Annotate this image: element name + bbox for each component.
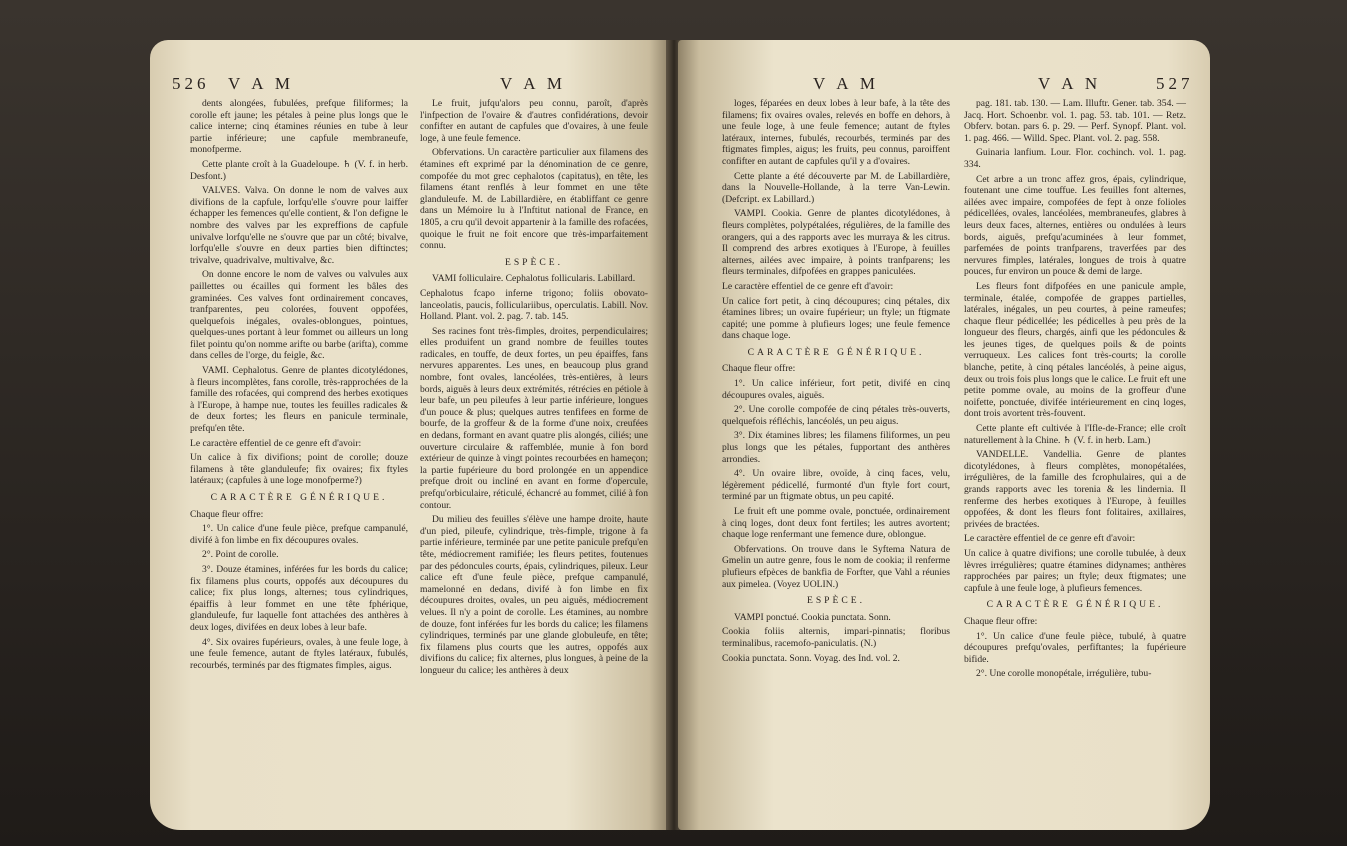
left-header-col1: V A M [228,74,294,93]
paragraph: VALVES. Valva. On donne le nom de valves aux divifions de la capfule, lorfqu'elle s'ouvre pour laiffer échapper les femences qu'elle contient, & l'on defigne le nombre des valves par les expreffions de capfule univalve lorfqu'elle ne s'ouvre que par un côté; bivalve, lorfqu'elle s'ouvre en deux parties bien diftinctes; trivalve, quadrivalve, multivalve, &c. [190,185,408,266]
left-column-2 [420,98,648,680]
paragraph: 3°. Dix étamines libres; les filamens filiformes, un peu plus longs que les pétales, fupportant des anthères arrondies. [722,430,950,465]
paragraph: 2°. Une corolle monopétale, irrégulière, tubu- [976,668,1152,680]
paragraph: VAMI folliculaire. Cephalotus follicularis. Labillard. [432,273,636,285]
paragraph: Chaque fleur offre: [722,363,796,375]
paragraph: Cette plante a été découverte par M. de Labillardière, dans la Nouvelle-Hollande, à la terre Van-Lewin. (Defcript. ex Labillard.) [722,170,950,205]
paragraph: Le caractère effentiel de ce genre eft d'avoir: [964,533,1136,545]
paragraph: Le caractère effentiel de ce genre eft d'avoir: [722,280,894,292]
paragraph: Le caractère effentiel de ce genre eft d'avoir: [190,437,362,449]
paragraph: CARACTÈRE GÉNÉRIQUE. [210,492,388,503]
paragraph: pag. 181. tab. 130. — Lam. Illuftr. Gener. tab. 354. — Jacq. Hort. Schoenbr. vol. 1. pag. 53. tab. 101. — Retz. Obferv. botan. pars 6. p. 29. — Perf. Synopf. Plant. vol. 1. pag. 466. — Willd. Spec. Plant. vol. 2. pag. 558. [964,98,1186,144]
paragraph: 3°. Douze étamines, inférées fur les bords du calice; fix filamens plus courts, oppofés aux découpures du calice; fix plus longs, alternes; tous cylindriques, épaiffis à leur fommet en une tête fphérique, glanduleufe, fur laquelle font attachées des anthères à deux loges, divifées en deux lobes à leur bafe. [190,563,408,633]
right-page-number: 527 [1156,74,1194,93]
paragraph: Un calice fort petit, à cinq découpures; cinq pétales, dix étamines libres; un ovaire fupérieur; un ftyle; un ftigmate capité; une pomme à plufieurs loges; une feule femence dans chaque loge. [722,295,950,342]
paragraph: Le fruit eft une pomme ovale, ponctuée, ordinairement à cinq loges, dont deux font fertiles; les autres avortent; chaque loge renfermant une femence dure, oblongue. [722,506,950,541]
paragraph: 1°. Un calice d'une feule pièce, tubulé, à quatre découpures prefqu'ovales, perfiftantes; la fupérieure bifide. [964,630,1186,665]
paragraph: Cet arbre a un tronc affez gros, épais, cylindrique, foutenant une cime touffue. Les feuilles font alternes, ailées avec impaire, compofées de fept à onze folioles pédicellées, ovales, lancéolées, membraneufes, glabres à leurs deux faces, alternes, entières ou ondulées à leurs bords, aiguës, prefqu'acuminées à leur fommet, parfemées de points tranfparens, traverfées par des nervures fimples, latérales, longues de trois à quatre pouces, fur environ un pouce & demi de large. [964,173,1186,278]
paragraph: ESPÈCE. [504,256,564,268]
paragraph: Du milieu des feuilles s'élève une hampe droite, haute d'un pied, pileufe, cylindrique, très-fimple, trigone à fa partie inférieure, terminée par une petite panicule prefqu'en tête, médiocrement ramifiée; les fleurs petites, foutenues par des pédoncules courts, épais, cylindriques, pileux. Leur calice eft d'une feule pièce, prefque campanulé, mamelonné en dedans, divifé à fon limbe en fix découpures droites, ovales, un peu aiguës, médiocrement velues. Il n'y a point de corolle. Les étamines, au nombre de douze, font inférées fur les bords du calice; les filamens cylindriques, terminés par une glande globuleufe, en tête; fix filamens plus courts que les autres, oppofés aux divifions du calice; fix alternes, plus longues, à peine de la longueur du calice; les anthères à deux [420,514,648,676]
paragraph: Cephalotus fcapo inferne trigono; foliis obovato-lanceolatis, paucis, folliculariibus, operculatis. Labill. Nov. Holland. Plant. vol. 2. pag. 7. tab. 145. [420,287,648,323]
right-column-1 [722,98,950,667]
right-page [678,40,1210,830]
paragraph: 1°. Un calice d'une feule pièce, prefque campanulé, divifé à fon limbe en fix découpures ovales. [190,523,408,546]
paragraph: Cookia punctata. Sonn. Voyag. des Ind. vol. 2. [722,652,900,664]
left-header-col2: V A M [500,74,566,93]
left-page-number: 526 [172,74,210,93]
paragraph: 1°. Un calice inférieur, fort petit, divifé en cinq découpures ovales, aiguës. [722,378,950,401]
paragraph: CARACTÈRE GÉNÉRIQUE. [986,599,1164,611]
paragraph: Chaque fleur offre: [190,508,264,520]
paragraph: Obfervations. On trouve dans le Syftema Natura de Gmelin un autre genre, fous le nom de cookia; il renferme plufieurs efpèces de bankfia de Forfter, que Vahl a réunies aux pimelea. (Voyez UOLIN.) [722,543,950,590]
paragraph: VAMI. Cephalotus. Genre de plantes dicotylédones, à fleurs incomplètes, fans corolle, très-rapprochées de la famille des rofacées, qui comprend des herbes exotiques à l'Europe, à hampe nue, toutes les feuilles radicales & de deux fortes; les fleurs en panicule terminale, prefqu'en tête. [190,365,408,435]
paragraph: Cookia foliis alternis, impari-pinnatis; floribus terminalibus, racemofo-paniculatis. (N.) [722,626,950,649]
paragraph: Chaque fleur offre: [964,615,1038,627]
paragraph: VANDELLE. Vandellia. Genre de plantes dicotylédones, à fleurs complètes, monopétalées, irrégulières, de la famille des fcrophulaires, qui a de grands rapports avec les torenia & les lindernia. Il renferme des herbes exotiques à l'Europe, à feuilles oppofées, & dont les fleurs font folitaires, axillaires, privées de bractées. [964,449,1186,530]
paragraph: CARACTÈRE GÉNÉRIQUE. [747,346,925,358]
paragraph: 4°. Six ovaires fupérieurs, ovales, à une feule loge, à une feule femence, autant de ftyles latéraux, fubulés, recourbés, terminés par des ftigmates fimples, aigus. [190,636,408,671]
paragraph: Un calice à quatre divifions; une corolle tubulée, à deux lèvres irrégulières; quatre étamines didynames; anthères rapprochées par paires; un ftyle; deux ftigmates; une capfule à une feule loge, à plufieurs femences. [964,547,1186,594]
paragraph: 4°. Un ovaire libre, ovoïde, à cinq faces, velu, légèrement pédicellé, furmonté d'un ftyle fort court, terminé par un ftigmate obtus, un peu capité. [722,468,950,503]
paragraph: Un calice à fix divifions; point de corolle; douze filamens à tête glanduleufe; fix ovaires; fix ftyles latéraux; (capfules à une loge monofperme?) [190,452,408,487]
paragraph: 2°. Une corolle compofée de cinq pétales très-ouverts, quelquefois réfléchis, lancéolés, un peu aigus. [722,404,950,427]
paragraph: dents alongées, fubulées, prefque filiformes; la corolle eft jaune; les pétales à peine plus longs que le calice interne; cinq étamines réunies en tube à leur partie inférieure; une capfule membraneufe, monofperme. [190,98,408,156]
paragraph: VAMPI. Cookia. Genre de plantes dicotylédones, à fleurs complètes, polypétalées, régulières, de la famille des orangers, qui a des rapports avec les murraya & les citrus. Il comprend des arbres exotiques à l'Europe, à feuilles alternes, ailées avec impaire, à points tranfparens; les fleurs terminales, difpofées en grappes paniculées. [722,208,950,278]
paragraph: Cette plante eft cultivée à l'Ifle-de-France; elle croît naturellement à la Chine. ♄ (V. f. in herb. Lam.) [964,423,1186,446]
paragraph: Obfervations. Un caractère particulier aux filamens des étamines eft exprimé par la dénomination de ce genre, compofée du mot grec cephalotos (capitatus), en tête, les filamens étant renflés à leur fommet en une tête glanduleufe. M. de Labillardière, en établiffant ce genre dans un Mémoire lu à l'Inftitut national de France, en 1805, a cru qu'il devoit appartenir à la famille des rofacées, quoique le fruit ne foit encore que très-imparfaitement connu. [420,147,648,252]
paragraph: Cette plante croît à la Guadeloupe. ♄ (V. f. in herb. Desfont.) [190,158,408,182]
paragraph: 2°. Point de corolle. [202,549,279,561]
right-header-col2: V A N [1038,74,1102,93]
right-column-2 [964,98,1186,683]
right-header-col1: V A M [813,74,879,93]
paragraph: On donne encore le nom de valves ou valvules aux paillettes ou écailles qui forment les bâles des graminées. Ces valves font ordinairement concaves, tranfparentes, peu colorées, fouvent oppofées, quelquefois inégales, ovales-oblongues, pointues, quelques-unes portant à leur fommet ou ailleurs un long filet pointu qu'on nomme arifte ou barbe (arifta), comme dans celles de l'orge, du feigle, &c. [190,269,408,362]
paragraph: VAMPI ponctué. Cookia punctata. Sonn. [734,611,891,623]
paragraph: Guinaria lanfium. Lour. Flor. cochinch. vol. 1. pag. 334. [964,147,1186,170]
open-book [150,40,1210,840]
paragraph: Ses racines font très-fimples, droites, perpendiculaires; elles produifent un grand nombre de feuilles toutes radicales, en touffe, de deux fortes, un peu épaiffes, fans nervures apparentes. Les unes, en beaucoup plus grand nombre, font ovales, lancéolées, très-entières, à leurs bords, aiguës à leurs deux extrémités, rétrécies en pétiole à leur bafe, un peu pileufes à leur partie inférieure, longues d'un pouce & plus; quelques autres tenfifees en forme de bourfe, de la groffeur & de la forme d'une noix, creufées en dedans, formant en avant quatre plis alongés, ciliés; une ouverture circulaire & raffemblée, munie à fon bord extérieur de quinze à vingt pointes recourbées en hameçon; la partie fupérieure du bord prolongée en un appendice prefque droit ou incliné en avant en forme d'opercule, prefqu'orbiculaire, réticulé, échancré au fommet, cilié à fon contour. [420,325,648,511]
left-page [150,40,670,830]
paragraph: Les fleurs font difpofées en une panicule ample, terminale, étalée, compofée de grappes partielles, latérales, inégales, un peu courtes, à peine rameufes; chaque fleur pédicellée; les pédicelles à peu près de la longueur des fleurs, chargés, ainfi que les pédoncules & les jeunes tiges, de quelques poils & de points verruqueux. Les calices font très-courts; la corolle blanche, petite, à cinq pétales lancéolés, à peine aigus, deux ou trois fois plus longs que le calice. Le fruit eft une petite pomme ovale, au moins de la groffeur d'une noifette, ponctuée, divifée intérieurement en cinq loges, dont trois avortent très-fouvent. [964,280,1186,420]
paragraph: ESPÈCE. [806,595,866,607]
left-column-1 [190,98,408,674]
paragraph: loges, féparées en deux lobes à leur bafe, à la tête des filamens; fix ovaires ovales, relevés en boffe en dehors, à une feule loge, à une feule femence; autant de ftyles latéraux, internes, fubulés, recourbés, terminés par des ftigmates fimples, aigus; les fruits, peu connus, paroiffent confifter en autant de capfules qu'il y a d'ovaires. [722,98,950,167]
paragraph: Le fruit, jufqu'alors peu connu, paroît, d'après l'infpection de l'ovaire & d'autres confidérations, devoir confifter en autant de capfules que d'ovaires, à une feule loge, à une feule femence. [420,98,648,144]
